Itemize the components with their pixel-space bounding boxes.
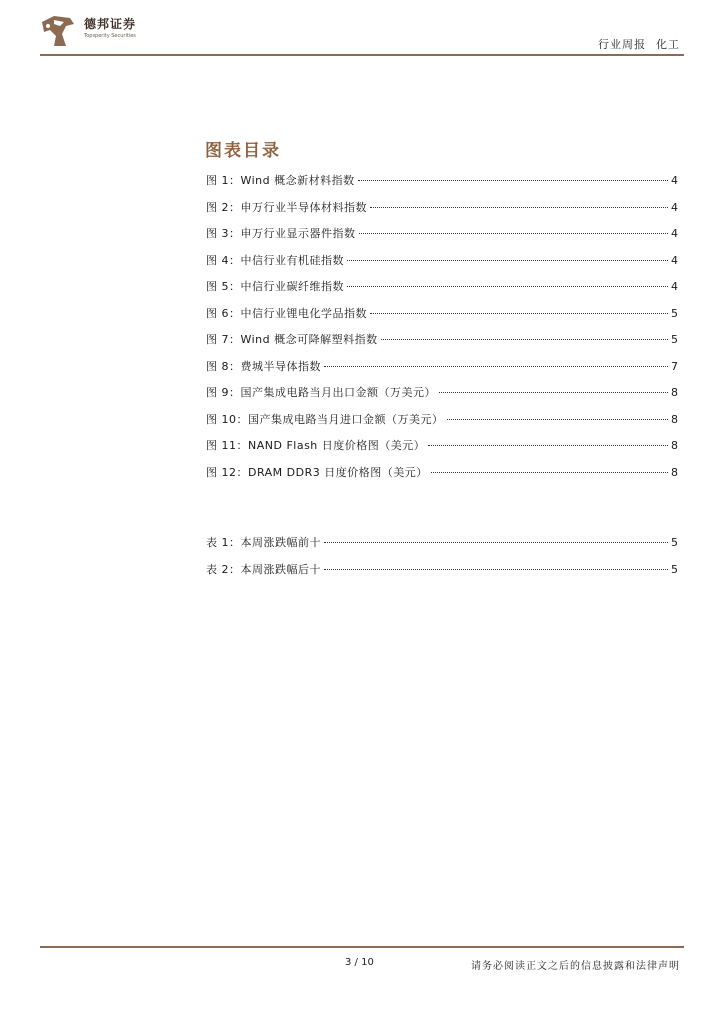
toc-entry-page: 5: [671, 562, 678, 576]
report-sector: 化工: [656, 38, 680, 51]
figure-list: [206, 172, 678, 490]
toc-entry-figure-12[interactable]: [206, 464, 678, 491]
toc-leader-dots: [324, 366, 668, 367]
toc-leader-dots: [324, 542, 668, 543]
toc-entry-page: 4: [671, 200, 678, 214]
report-type: 行业周报: [598, 38, 646, 51]
toc-entry-label: 图 8：费城半导体指数: [206, 359, 321, 373]
toc-leader-dots: [381, 339, 668, 340]
toc-leader-dots: [347, 286, 668, 287]
toc-entry-page: 8: [671, 412, 678, 426]
legal-disclaimer: 请务必阅读正文之后的信息披露和法律声明: [471, 961, 680, 972]
footer-divider: [40, 946, 684, 948]
toc-entry-page: 4: [671, 253, 678, 267]
toc-entry-page: 5: [671, 536, 678, 549]
toc-leader-dots: [370, 207, 668, 208]
brand-name-cn: 德邦证券: [84, 17, 137, 31]
toc-leader-dots: [347, 260, 668, 261]
toc-entry-page: 4: [671, 227, 678, 240]
toc-entry-label: 表 1：本周涨跌幅前十: [206, 536, 321, 549]
toc-leader-dots: [428, 445, 668, 446]
toc-entry-label: 图 4：中信行业有机硅指数: [206, 253, 344, 267]
toc-entry-figure-10[interactable]: [206, 411, 678, 438]
brand-name-en: Topsperity Securities: [84, 33, 136, 39]
brand-name: [84, 17, 136, 40]
toc-leader-dots: [439, 392, 668, 393]
toc-leader-dots: [431, 472, 668, 473]
toc-entry-label: 图 11：NAND Flash 日度价格图（美元）: [206, 439, 426, 452]
toc-entry-label: 图 1：Wind 概念新材料指数: [206, 174, 355, 187]
toc-entry-label: 图 10：国产集成电路当月进口金额（万美元）: [206, 412, 444, 426]
toc-leader-dots: [324, 569, 668, 570]
toc-entry-figure-8[interactable]: [206, 358, 678, 385]
toc-entry-page: 5: [671, 333, 678, 346]
toc-entry-page: 4: [671, 174, 678, 187]
toc-leader-dots: [370, 313, 668, 314]
toc-entry-page: 8: [671, 439, 678, 452]
toc-entry-figure-4[interactable]: [206, 252, 678, 279]
toc-leader-dots: [358, 180, 668, 181]
page-number: 3 / 10: [345, 957, 374, 968]
table-list: [206, 534, 678, 587]
toc-entry-figure-6[interactable]: [206, 305, 678, 332]
toc-entry-page: 7: [671, 359, 678, 373]
toc-entry-figure-2[interactable]: [206, 199, 678, 226]
toc-entry-figure-7[interactable]: [206, 331, 678, 358]
toc-entry-label: 图 12：DRAM DDR3 日度价格图（美元）: [206, 465, 428, 479]
toc-entry-page: 5: [671, 306, 678, 320]
toc-entry-label: 图 2：申万行业半导体材料指数: [206, 200, 367, 214]
toc-entry-table-2[interactable]: [206, 561, 678, 588]
toc-entry-label: 图 5：中信行业碳纤维指数: [206, 280, 344, 293]
toc-leader-dots: [447, 419, 669, 420]
toc-entry-page: 8: [671, 386, 678, 399]
report-category: [598, 36, 680, 52]
toc-entry-figure-11[interactable]: [206, 437, 678, 464]
toc-entry-page: 8: [671, 465, 678, 479]
page-header: [0, 0, 724, 60]
toc-entry-figure-3[interactable]: [206, 225, 678, 252]
toc-leader-dots: [359, 233, 669, 234]
toc-entry-page: 4: [671, 280, 678, 293]
header-divider: [40, 54, 684, 56]
toc-entry-figure-5[interactable]: [206, 278, 678, 305]
toc-entry-figure-1[interactable]: [206, 172, 678, 199]
toc-title: 图表目录: [205, 141, 281, 161]
brand-logo-icon: [40, 14, 76, 48]
toc-entry-label: 图 6：中信行业锂电化学品指数: [206, 306, 367, 320]
toc-entry-label: 表 2：本周涨跌幅后十: [206, 562, 321, 576]
toc-entry-table-1[interactable]: [206, 534, 678, 561]
toc-entry-label: 图 9：国产集成电路当月出口金额（万美元）: [206, 386, 436, 399]
toc-entry-label: 图 7：Wind 概念可降解塑料指数: [206, 333, 378, 346]
toc-entry-figure-9[interactable]: [206, 384, 678, 411]
toc-entry-label: 图 3：申万行业显示器件指数: [206, 227, 356, 240]
